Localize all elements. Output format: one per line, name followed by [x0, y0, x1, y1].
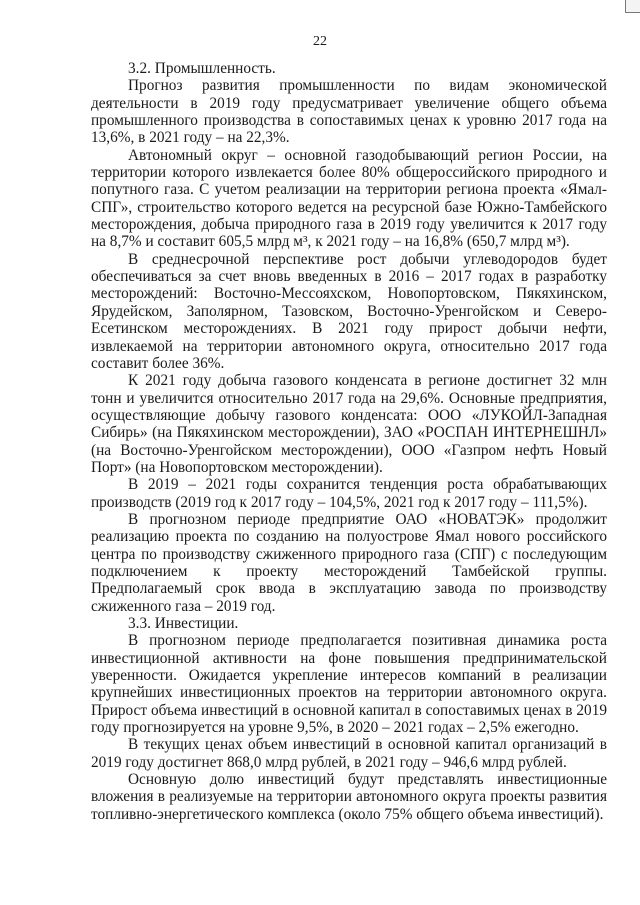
document-body [91, 60, 607, 823]
section-heading-industry: 3.2. Промышленность. [128, 60, 276, 77]
paragraph: Прогноз развития промышленности по видам экономической деятельности в 2019 году предусматривает увеличение общего объема промышленного производства в сопоставимых ценах к уровню 2017 года на 13,6%, в 2021 году – на 22,3%. [91, 77, 607, 147]
page-number: 22 [313, 34, 327, 49]
section-heading-investment: 3.3. Инвестиции. [128, 615, 239, 632]
paragraph: В прогнозном периоде предполагается позитивная динамика роста инвестиционной активности на фоне повышения предпринимательской уверенности. Ожидается укрепление интересов компаний в реализации крупнейших инвестиционных проектов на территории автономного округа. Прирост объема инвестиций в основной капитал в сопоставимых ценах в 2019 году прогнозируется на уровне 9,5%, в 2020 – 2021 годах – 2,5% ежегодно. [91, 632, 607, 737]
paragraph: Автономный округ – основной газодобывающий регион России, на территории которого извлекается более 80% общероссийского природного и попутного газа. С учетом реализации на территории региона проекта «Ямал-СПГ», строительство которого ведется на ресурсной базе Южно-Тамбейского месторождения, добыча природного газа в 2019 году увеличится к 2017 году на 8,7% и составит 605,5 млрд м³, к 2021 году – на 16,8% (650,7 млрд м³). [91, 146, 607, 251]
paragraph: В среднесрочной перспективе рост добычи углеводородов будет обеспечиваться за счет вновь введенных в 2016 – 2017 годах в разработку месторождений: Восточно-Мессояхском, Новопортовском, Пякяхинском, Ярудейском, Заполярном, Тазовском, Восточно-Уренгойском и Северо-Есетинском месторождениях. В 2021 году прирост добычи нефти, извлекаемой на территории автономного округа, относительно 2017 года составит более 36%. [91, 250, 607, 372]
paragraph: В прогнозном периоде предприятие ОАО «НОВАТЭК» продолжит реализацию проекта по созданию на полуострове Ямал нового российского центра по производству сжиженного природного газа (СПГ) с последующим подключением к проекту месторождений Тамбейской группы. Предполагаемый срок ввода в эксплуатацию завода по производству сжиженного газа – 2019 год. [91, 510, 607, 615]
corner-fold-mark [625, 0, 640, 13]
paragraph: В текущих ценах объем инвестиций в основной капитал организаций в 2019 году достигнет 868,0 млрд рублей, в 2021 году – 946,6 млрд рублей. [91, 736, 607, 771]
paragraph: Основную долю инвестиций будут представлять инвестиционные вложения в реализуемые на территории автономного округа проекты развития топливно-энергетического комплекса (около 75% общего объема инвестиций). [91, 771, 607, 823]
paragraph: К 2021 году добыча газового конденсата в регионе достигнет 32 млн тонн и увеличится относительно 2017 года на 29,6%. Основные предприятия, осуществляющие добычу газового конденсата: ООО «ЛУКОЙЛ-Западная Сибирь» (на Пякяхинском месторождении), ЗАО «РОСПАН ИНТЕРНЕШНЛ» (на Восточно-Уренгойском месторождении), ООО «Газпром нефть Новый Порт» (на Новопортовском месторождении). [91, 372, 607, 476]
paragraph: В 2019 – 2021 годы сохранится тенденция роста обрабатывающих производств (2019 год к 2017 году – 104,5%, 2021 год к 2017 году – 111,5%). [91, 476, 607, 511]
